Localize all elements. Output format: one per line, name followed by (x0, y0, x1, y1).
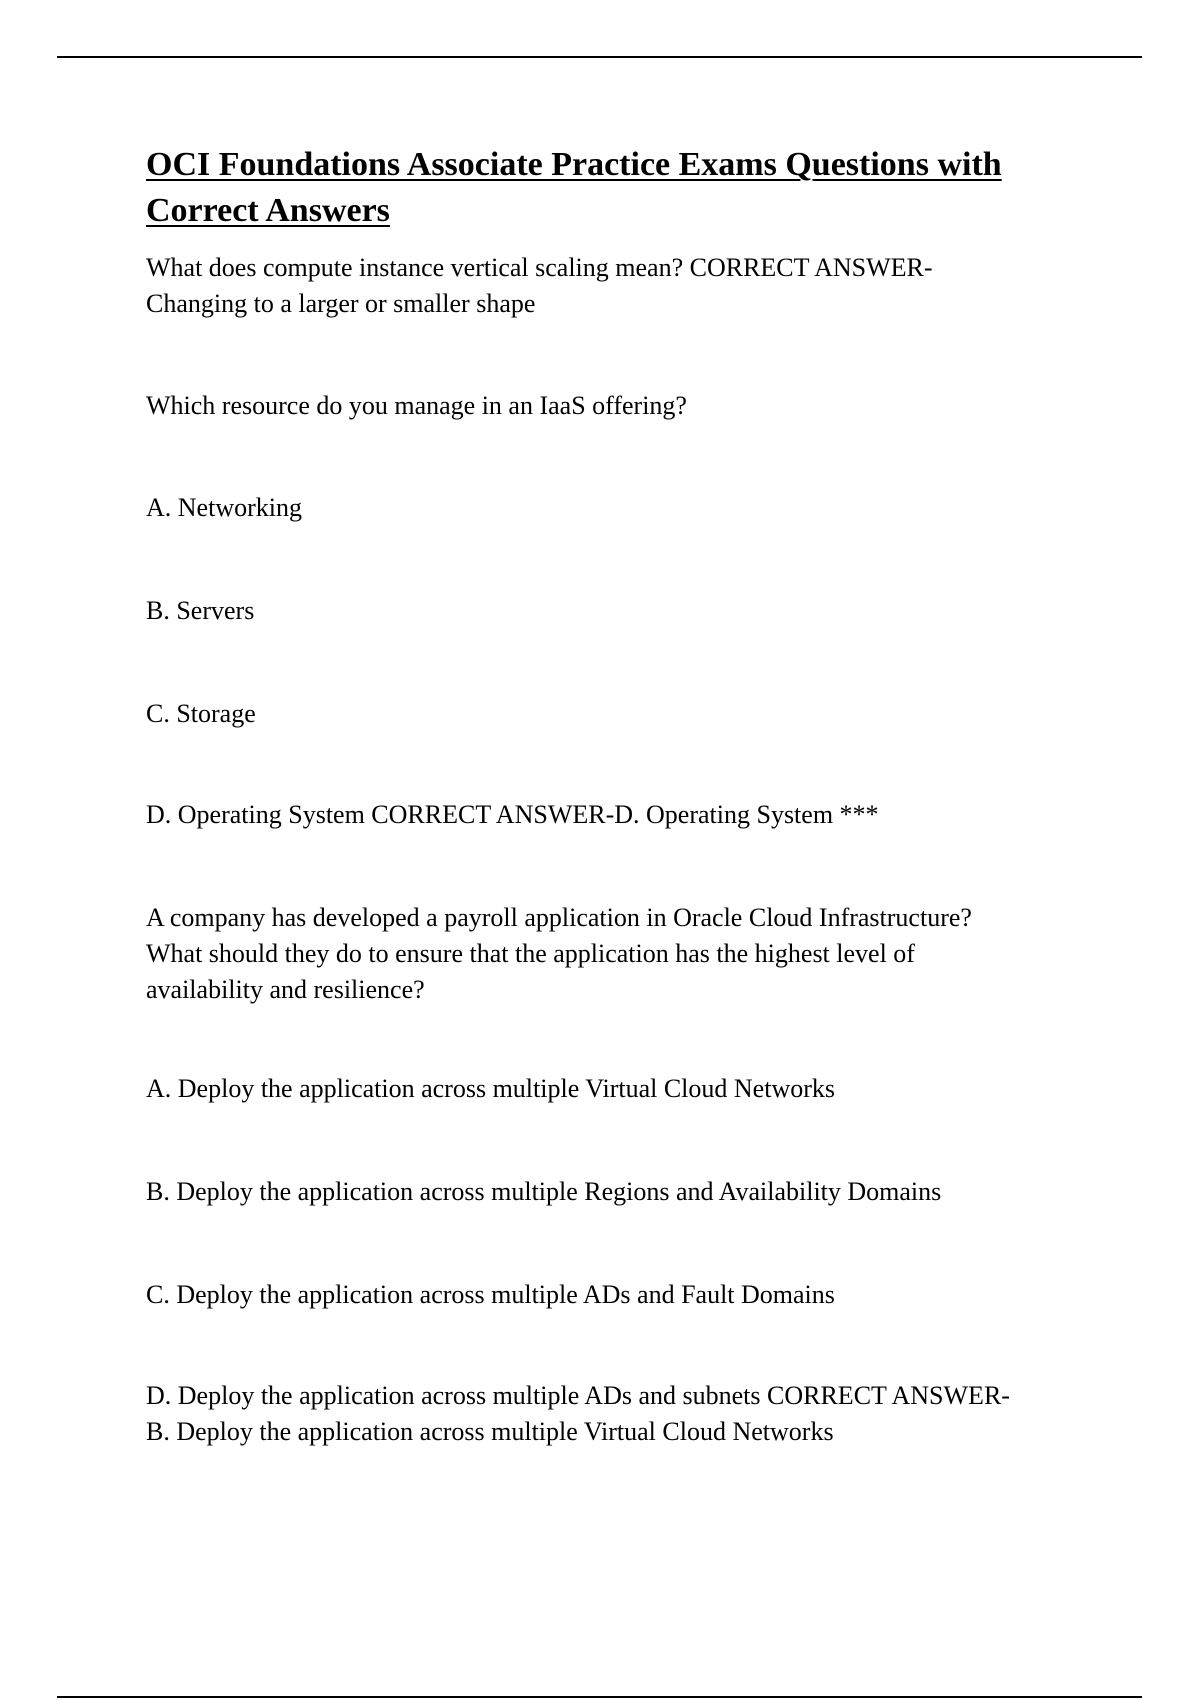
question-2-option-a: A. Networking (146, 493, 302, 522)
question-3-text (146, 900, 1106, 1008)
document-header (146, 142, 1106, 234)
question-1-answer: Changing to a larger or smaller shape (146, 289, 536, 318)
question-2-text: Which resource do you manage in an IaaS offering? (146, 391, 687, 420)
question-1 (146, 250, 1106, 322)
document-title: OCI Foundations Associate Practice Exams Questions with Correct Answers (146, 146, 1002, 229)
question-3-option-c: C. Deploy the application across multiple ADs and Fault Domains (146, 1280, 835, 1309)
question-2-option-d: D. Operating System CORRECT ANSWER-D. Operating System *** (146, 800, 879, 829)
question-3-option-d-line-1: D. Deploy the application across multiple ADs and subnets CORRECT ANSWER- (146, 1381, 1010, 1410)
question-3-line-1: A company has developed a payroll application in Oracle Cloud Infrastructure? (146, 903, 972, 932)
question-3-option-d-line-2: B. Deploy the application across multiple Virtual Cloud Networks (146, 1417, 834, 1446)
question-3-line-3: availability and resilience? (146, 975, 425, 1004)
question-3-option-d (146, 1378, 1106, 1450)
question-3-option-b: B. Deploy the application across multiple Regions and Availability Domains (146, 1177, 942, 1206)
question-2-option-c: C. Storage (146, 699, 256, 728)
footer-rule (57, 1696, 1142, 1698)
header-rule (57, 56, 1142, 58)
question-1-text: What does compute instance vertical scaling mean? CORRECT ANSWER- (146, 253, 933, 282)
question-2-option-b: B. Servers (146, 596, 255, 625)
question-3-option-a: A. Deploy the application across multiple Virtual Cloud Networks (146, 1074, 835, 1103)
question-3-line-2: What should they do to ensure that the application has the highest level of (146, 939, 915, 968)
